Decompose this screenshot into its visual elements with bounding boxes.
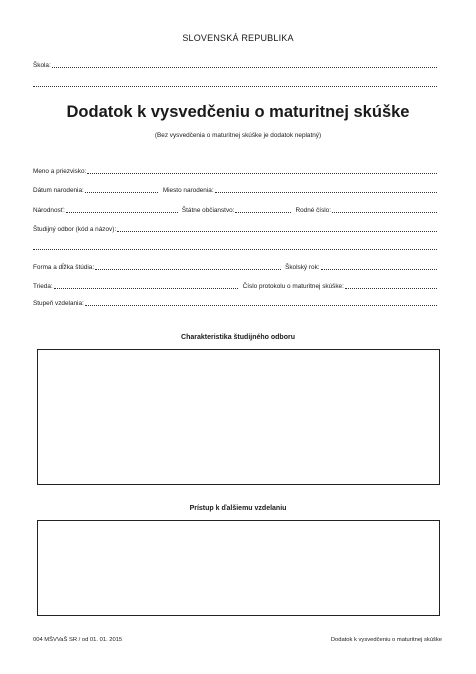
citizenship-line[interactable] <box>235 212 291 213</box>
footer-document-name: Dodatok k vysvedčeniu o maturitnej skúške <box>330 637 442 643</box>
document-title: Dodatok k vysvedčeniu o maturitnej skúške <box>66 103 410 121</box>
study-field-line[interactable] <box>117 231 437 232</box>
study-form-label: Forma a dĺžka štúdia: <box>33 264 95 271</box>
school-label: Škola: <box>33 62 51 69</box>
study-field-label: Študijný odbor (kód a názov): <box>33 226 117 233</box>
school-line[interactable] <box>52 67 437 68</box>
birth-date-line[interactable] <box>85 192 158 193</box>
citizenship-row <box>33 206 439 215</box>
class-label: Trieda: <box>33 283 53 290</box>
document-header: SLOVENSKÁ REPUBLIKA <box>182 33 294 43</box>
study-field-row[interactable] <box>33 225 439 234</box>
school-line-2[interactable] <box>33 86 437 87</box>
name-field[interactable] <box>33 167 439 176</box>
characteristics-box[interactable] <box>37 349 440 485</box>
education-level-label: Stupeň vzdelania: <box>33 300 84 307</box>
further-education-heading: Prístup k ďalšiemu vzdelaniu <box>189 505 287 512</box>
protocol-number-line[interactable] <box>345 288 437 289</box>
school-year-line[interactable] <box>321 269 437 270</box>
study-form-line[interactable] <box>95 269 281 270</box>
school-field[interactable] <box>33 61 439 70</box>
birth-number-label: Rodné číslo: <box>295 207 332 214</box>
birth-place-label: Miesto narodenia: <box>162 187 214 194</box>
further-education-box[interactable] <box>37 520 440 616</box>
protocol-number-label: Číslo protokolu o maturitnej skúške: <box>242 283 344 290</box>
study-form-row <box>33 263 439 272</box>
nationality-line[interactable] <box>66 212 178 213</box>
education-level-row[interactable] <box>33 299 439 308</box>
study-field-line-2[interactable] <box>33 249 437 250</box>
class-line[interactable] <box>54 288 238 289</box>
school-year-label: Školský rok: <box>285 264 320 271</box>
citizenship-label: Štátne občianstvo: <box>181 207 235 214</box>
nationality-label: Národnosť: <box>33 207 65 214</box>
document-subtitle: (Bez vysvedčenia o maturitnej skúške je dodatok neplatný) <box>154 132 322 139</box>
characteristics-heading: Charakteristika študijného odboru <box>181 334 295 341</box>
class-row <box>33 282 439 291</box>
education-level-line[interactable] <box>85 305 437 306</box>
school-field-continuation[interactable] <box>33 80 439 89</box>
birth-date-label: Dátum narodenia: <box>33 187 84 194</box>
birth-place-line[interactable] <box>215 192 437 193</box>
footer-form-code: 004 MŠVVaŠ SR / od 01. 01. 2015 <box>33 637 123 643</box>
birth-number-line[interactable] <box>332 212 437 213</box>
name-line[interactable] <box>87 173 437 174</box>
study-field-continuation[interactable] <box>33 243 439 252</box>
name-label: Meno a priezvisko: <box>33 168 87 175</box>
birth-row <box>33 186 439 195</box>
